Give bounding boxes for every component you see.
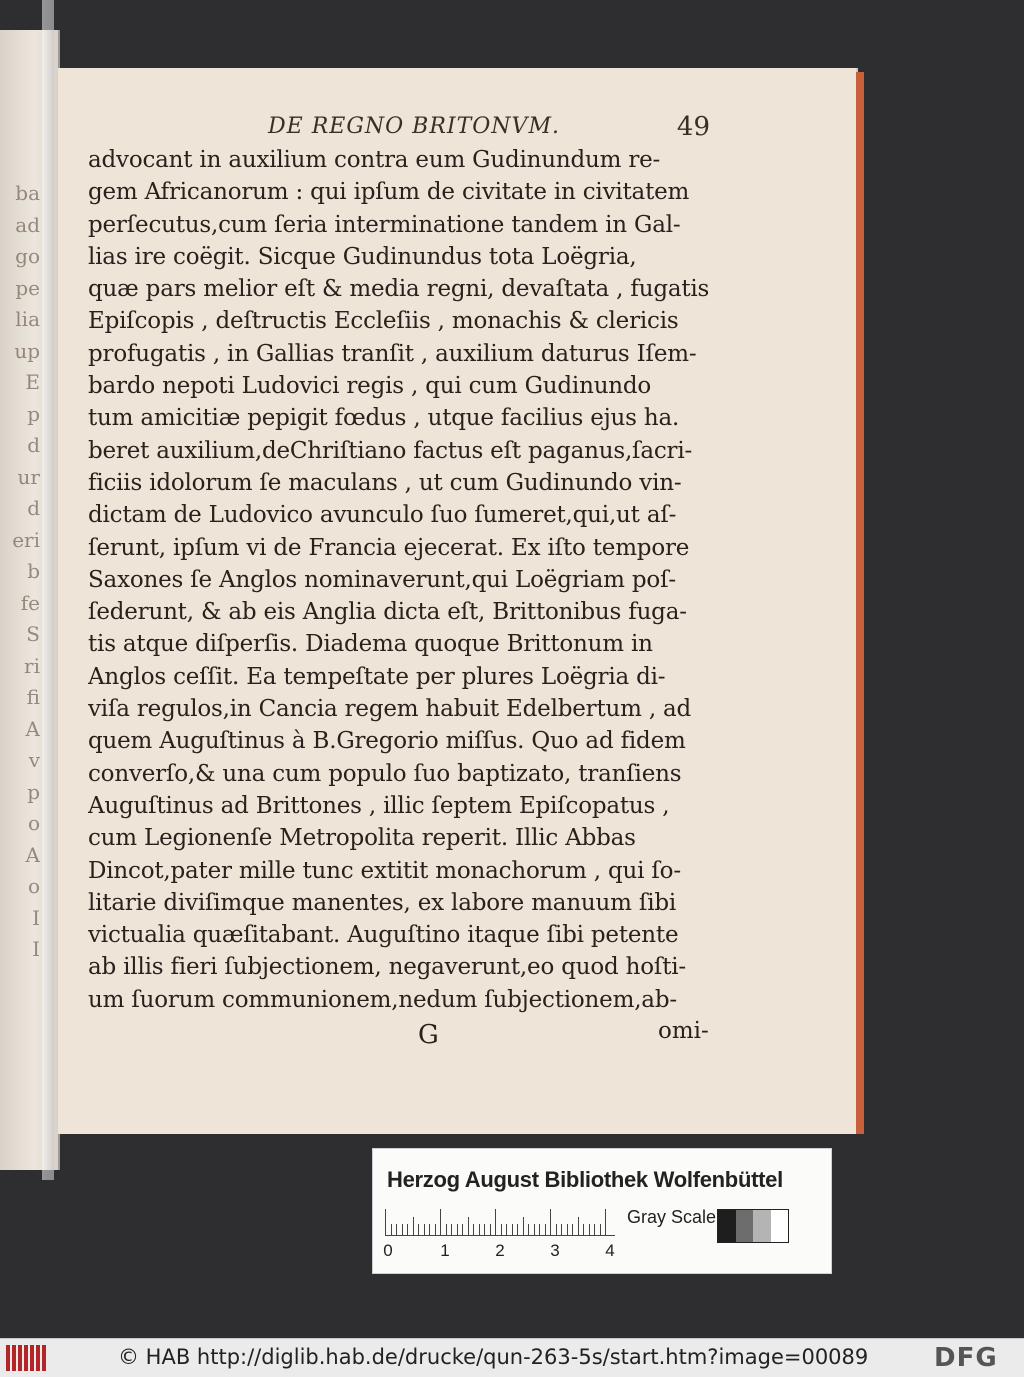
ruler-number: 0 — [383, 1241, 393, 1260]
hab-logo-bar — [12, 1345, 16, 1371]
ruler-tick — [600, 1224, 601, 1235]
dfg-logo: DFG — [934, 1343, 998, 1373]
ruler-tick — [391, 1224, 392, 1235]
previous-page-fragment-text: ri — [24, 653, 40, 678]
ruler-tick — [578, 1217, 579, 1235]
ruler-tick — [468, 1217, 469, 1235]
ruler-tick — [429, 1224, 430, 1235]
scale-ruler — [385, 1207, 615, 1236]
hab-logo-bar — [30, 1345, 34, 1371]
previous-page-fragment-text: eri — [12, 527, 40, 552]
ruler-number: 2 — [495, 1241, 505, 1260]
previous-page-fragment-text: fe — [20, 590, 40, 615]
footer-copyright-url[interactable]: © HAB http://diglib.hab.de/drucke/qun-263-5s/start.htm?image=00089 — [118, 1345, 869, 1369]
ruler-tick — [517, 1224, 518, 1235]
ruler-tick — [534, 1224, 535, 1235]
ruler-tick — [539, 1224, 540, 1235]
hab-logo-bar — [6, 1345, 10, 1371]
previous-page-fragment-text: pe — [15, 275, 40, 300]
ruler-tick — [451, 1224, 452, 1235]
ruler-tick — [589, 1224, 590, 1235]
hab-logo-bar — [36, 1345, 40, 1371]
ruler-tick — [479, 1224, 480, 1235]
ruler-tick — [550, 1209, 551, 1235]
catchword: omi- — [658, 1018, 709, 1044]
ruler-tick — [462, 1224, 463, 1235]
ruler-tick — [528, 1224, 529, 1235]
hab-logo-icon — [6, 1345, 46, 1371]
ruler-tick — [572, 1224, 573, 1235]
text-line: ab illis fieri ſubjectionem, negaverunt,eo quod hoſti- — [88, 954, 686, 981]
ruler-tick — [440, 1209, 441, 1235]
previous-page-fragment-text: A — [25, 842, 40, 867]
previous-page-fragment-text: fi — [26, 685, 40, 709]
text-line: viſa regulos,in Cancia regem habuit Edelbertum , ad — [88, 696, 692, 723]
text-line: victualia quæſitabant. Auguſtino itaque ſibi petente — [88, 922, 679, 949]
text-line: cum Legionenſe Metropolita reperit. Illic Abbas — [88, 825, 636, 852]
page-number: 49 — [676, 112, 710, 142]
text-line: Dincot,pater mille tunc extitit monachorum , qui ſo- — [88, 857, 681, 884]
previous-page-fragment-text: o — [27, 811, 40, 835]
ruler-tick — [424, 1224, 425, 1235]
text-line: Auguſtinus ad Brittones , illic ſeptem Epiſcopatus , — [88, 792, 670, 819]
ruler-tick — [490, 1224, 491, 1235]
text-line: um ſuorum communionem,nedum ſubjectionem,ab- — [88, 986, 677, 1013]
text-line: advocant in auxilium contra eum Gudinundum re- — [88, 147, 661, 173]
ruler-number: 3 — [550, 1241, 560, 1260]
ruler-tick — [594, 1224, 595, 1235]
previous-page-fragment-text: I — [32, 905, 40, 930]
ruler-tick — [556, 1224, 557, 1235]
text-line: litarie diviſimque manentes, ex labore manuum ſibi — [88, 889, 677, 916]
ruler-tick — [413, 1217, 414, 1235]
text-line: Saxones ſe Anglos nominaverunt,qui Loëgriam poſ- — [88, 566, 676, 593]
text-line: beret auxilium,deChriſtiano factus eſt paganus,ſacri- — [88, 437, 693, 464]
text-line: profugatis , in Gallias tranſit , auxilium daturus Iſem- — [88, 340, 697, 367]
ruler-number: 1 — [440, 1241, 450, 1260]
gray-scale-label: Gray Scale — [627, 1207, 717, 1227]
previous-page-fragment-text: A — [25, 716, 40, 741]
gray-swatch — [753, 1210, 771, 1242]
gray-scale-swatches — [717, 1209, 789, 1243]
previous-page-fragment-text: S — [26, 622, 40, 646]
footer-bar — [0, 1338, 1024, 1377]
text-line: quem Auguſtinus à B.Gregorio miſſus. Quo ad fidem — [88, 728, 686, 755]
previous-page-fragment-text: o — [27, 874, 40, 898]
previous-page-edge — [42, 0, 54, 1180]
ruler-tick — [418, 1224, 419, 1235]
text-line: ſederunt, & ab eis Anglia dicta eſt, Brittonibus fuga- — [88, 599, 687, 626]
ruler-tick — [583, 1224, 584, 1235]
text-line: Epiſcopis , deſtructis Eccleſiis , monachis & clericis — [88, 308, 679, 335]
previous-page-fragment-text: d — [27, 496, 40, 520]
previous-page-fragment-text: up — [14, 338, 40, 363]
ruler-tick — [385, 1209, 386, 1235]
institution-name: Herzog August Bibliothek Wolfenbüttel — [387, 1167, 783, 1192]
ruler-tick — [545, 1224, 546, 1235]
ruler-tick — [495, 1209, 496, 1235]
previous-page-fragment-text: d — [27, 433, 40, 457]
gray-swatch — [736, 1210, 754, 1242]
ruler-tick — [523, 1217, 524, 1235]
text-line: Anglos ceſſit. Ea tempeſtate per plures Loëgria di- — [88, 663, 666, 690]
text-line: bardo nepoti Ludovici regis , qui cum Gudinundo — [88, 373, 652, 400]
ruler-tick — [446, 1224, 447, 1235]
ruler-tick — [457, 1224, 458, 1235]
hab-logo-bar — [42, 1345, 46, 1371]
hab-logo-bar — [24, 1345, 28, 1371]
ruler-tick — [567, 1224, 568, 1235]
text-line: ſerunt, ipſum vi de Francia ejecerat. Ex iſto tempore — [88, 534, 690, 561]
previous-page-fragment-text: b — [27, 559, 40, 583]
previous-page-fragment-text: p — [27, 401, 40, 426]
text-line: ficiis idolorum ſe maculans , ut cum Gudinundo vin- — [88, 469, 682, 496]
previous-page-fragment-text: p — [27, 779, 40, 804]
ruler-tick — [605, 1209, 606, 1235]
previous-page-fragment-text: E — [25, 370, 40, 394]
text-line: dictam de Ludovico avunculo ſuo ſumeret,qui,ut aſ- — [88, 502, 677, 529]
signature-mark: G — [418, 1020, 439, 1050]
ruler-tick — [501, 1224, 502, 1235]
previous-page-fragment-text: ad — [15, 212, 40, 237]
previous-page-fragment-text: v — [28, 748, 40, 772]
text-line: tis atque diſperſis. Diadema quoque Brittonum in — [88, 631, 653, 658]
text-line: converſo,& una cum populo ſuo baptizato, tranſiens — [88, 760, 682, 787]
text-line: quæ pars melior eſt & media regni, devaſtata , fugatis — [88, 276, 710, 303]
body-text — [88, 144, 718, 1016]
gray-swatch — [771, 1210, 789, 1242]
ruler-tick — [506, 1224, 507, 1235]
gray-swatch — [718, 1210, 736, 1242]
text-line: tum amicitiæ pepigit fœdus , utque facilius ejus ha. — [88, 405, 680, 432]
ruler-tick — [402, 1224, 403, 1235]
ruler-tick — [512, 1224, 513, 1235]
running-head: DE REGNO BRITONVM. — [268, 114, 560, 139]
text-line: gem Africanorum : qui ipſum de civitate in civitatem — [88, 179, 690, 206]
red-page-edge — [856, 72, 864, 1134]
previous-page-text — [6, 178, 40, 966]
hab-logo-bar — [18, 1345, 22, 1371]
previous-page-fragment-text: lia — [15, 307, 40, 331]
ruler-tick — [407, 1224, 408, 1235]
previous-page-fragment-text: I — [32, 937, 40, 961]
library-label-card — [372, 1148, 832, 1274]
ruler-tick — [396, 1224, 397, 1235]
text-line: lias ire coëgit. Sicque Gudinundus tota Loëgria, — [88, 243, 637, 270]
ruler-tick — [435, 1224, 436, 1235]
ruler-tick — [484, 1224, 485, 1235]
previous-page-fragment-text: go — [15, 244, 40, 268]
ruler-number: 4 — [605, 1241, 615, 1260]
previous-page-fragment-text: ur — [17, 464, 40, 489]
ruler-tick — [473, 1224, 474, 1235]
book-page — [58, 68, 858, 1134]
text-line: perſecutus,cum ſeria interminatione tandem in Gal- — [88, 211, 681, 238]
ruler-tick — [561, 1224, 562, 1235]
previous-page-fragment-text: ba — [15, 181, 40, 205]
